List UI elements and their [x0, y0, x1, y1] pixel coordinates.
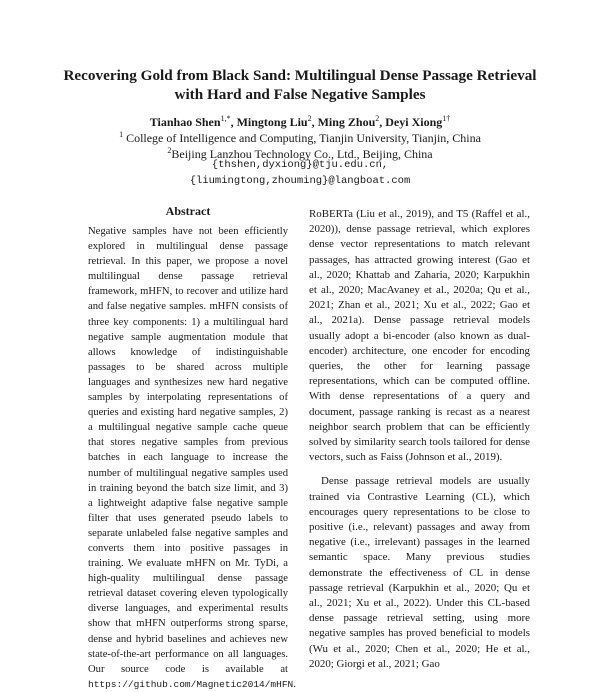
- title-line-1: Recovering Gold from Black Sand: Multilingual Dense Passage Retrieval: [63, 67, 537, 84]
- affiliation-1-sup: 1: [119, 130, 124, 139]
- title-line-2: with Hard and False Negative Samples: [174, 86, 426, 103]
- abstract-heading: Abstract: [165, 204, 211, 218]
- affiliation-1-text: College of Intelligence and Computing, Tianjin University, Tianjin, China: [123, 131, 481, 145]
- author-superscript: 2: [375, 114, 380, 123]
- author-name: Ming Zhou: [317, 115, 376, 129]
- author-name: Deyi Xiong: [385, 115, 443, 129]
- body-paragraph-2: Dense passage retrieval models are usually trained via Contrastive Learning (CL), which encourages query representations to be close to positive (i.e., relevant) passages and away from negative (i.e., irrelevant) passages in the learned semantic space. Many previous studies demonstrate the effectiveness of CL in dense passage retrieval (Karpukhin et al., 2020; Qu et al., 2021; Xu et al., 2022). Under this CL-based dense passage retrieval setting, using more negative samples has proved beneficial to models (Wu et al., 2020; Chen et al., 2020; He et al., 2020; Giorgi et al., 2021; Gao: [309, 475, 530, 670]
- author-list: Tianhao Shen$^{1,*}$, Mingtong Liu$^2$, Ming Zhou$^2$, Deyi Xiong$^{1\dagger}$: [149, 114, 451, 129]
- affiliation-2-sup: 2: [167, 146, 172, 155]
- author-superscript: 1†: [442, 114, 451, 123]
- body-paragraph-1: RoBERTa (Liu et al., 2019), and T5 (Raffel et al., 2020)), dense passage retrieval, which explores dense vector representations to match relevant passages, has attracted growing interest (Gao et al., 2020; Khattab and Zaharia, 2020; Karpukhin et al., 2020; MacAvaney et al., 2020a; Qu et al., 2021; Zhan et al., 2021; Xu et al., 2022; Gao et al., 2021a). Dense passage retrieval models usually adopt a bi-encoder (also known as dual-encoder) architecture, one encoder for encoding queries, the other for learning passage representations, which can be computed offline. With dense representations of a query and document, passage ranking is recast as a nearest neighbor search problem that can be efficiently solved by similarity search tools tailored for dense vectors, such as Faiss (Johnson et al., 2019).: [309, 208, 530, 464]
- abstract-text: Negative samples have not been efficiently explored in multilingual dense passage retrieval. In this paper, we propose a novel multilingual dense passage retrieval framework, mHFN, to recover and utilize hard and false negative samples. mHFN consists of three key components: 1) a multilingual hard negative sample augmentation module that allows knowledge of indistinguishable passages to be shared across multiple languages and synthesizes new hard negative samples by interpolating representations of queries and existing hard negative samples, 2) a multilingual negative sample cache queue that stores negative samples from previous batches in each language to increase the number of multilingual negative samples used in training beyond the batch size limit, and 3) a lightweight adaptive false negative sample filter that uses generated pseudo labels to separate unlabeled false negative samples and converts them into positive passages in training. We evaluate mHFN on Mr. TyDi, a high-quality multilingual dense passage retrieval dataset covering eleven typologically diverse languages, and experimental results show that mHFN outperforms strong sparse, dense and hybrid baselines and achieves new state-of-the-art performance on all languages. Our source code is available at: [88, 226, 288, 675]
- abstract-body: [88, 224, 296, 692]
- affiliation-2-text: Beijing Lanzhou Technology Co., Ltd., Beijing, China: [171, 147, 433, 161]
- email-line-2: {liumingtong,zhouming}@langboat.com: [189, 175, 411, 187]
- author-superscript: 1,*: [220, 114, 231, 123]
- author-superscript: 2: [307, 114, 312, 123]
- source-code-link[interactable]: https://github.com/Magnetic2014/mHFN: [88, 678, 294, 690]
- author-name: Tianhao Shen: [149, 115, 221, 129]
- author-name: Mingtong Liu: [236, 115, 308, 129]
- right-column: [309, 207, 530, 672]
- email-line-1: {thshen,dyxiong}@tju.edu.cn,: [211, 159, 389, 171]
- abstract-end: .: [293, 678, 296, 690]
- paper-title: [40, 66, 560, 104]
